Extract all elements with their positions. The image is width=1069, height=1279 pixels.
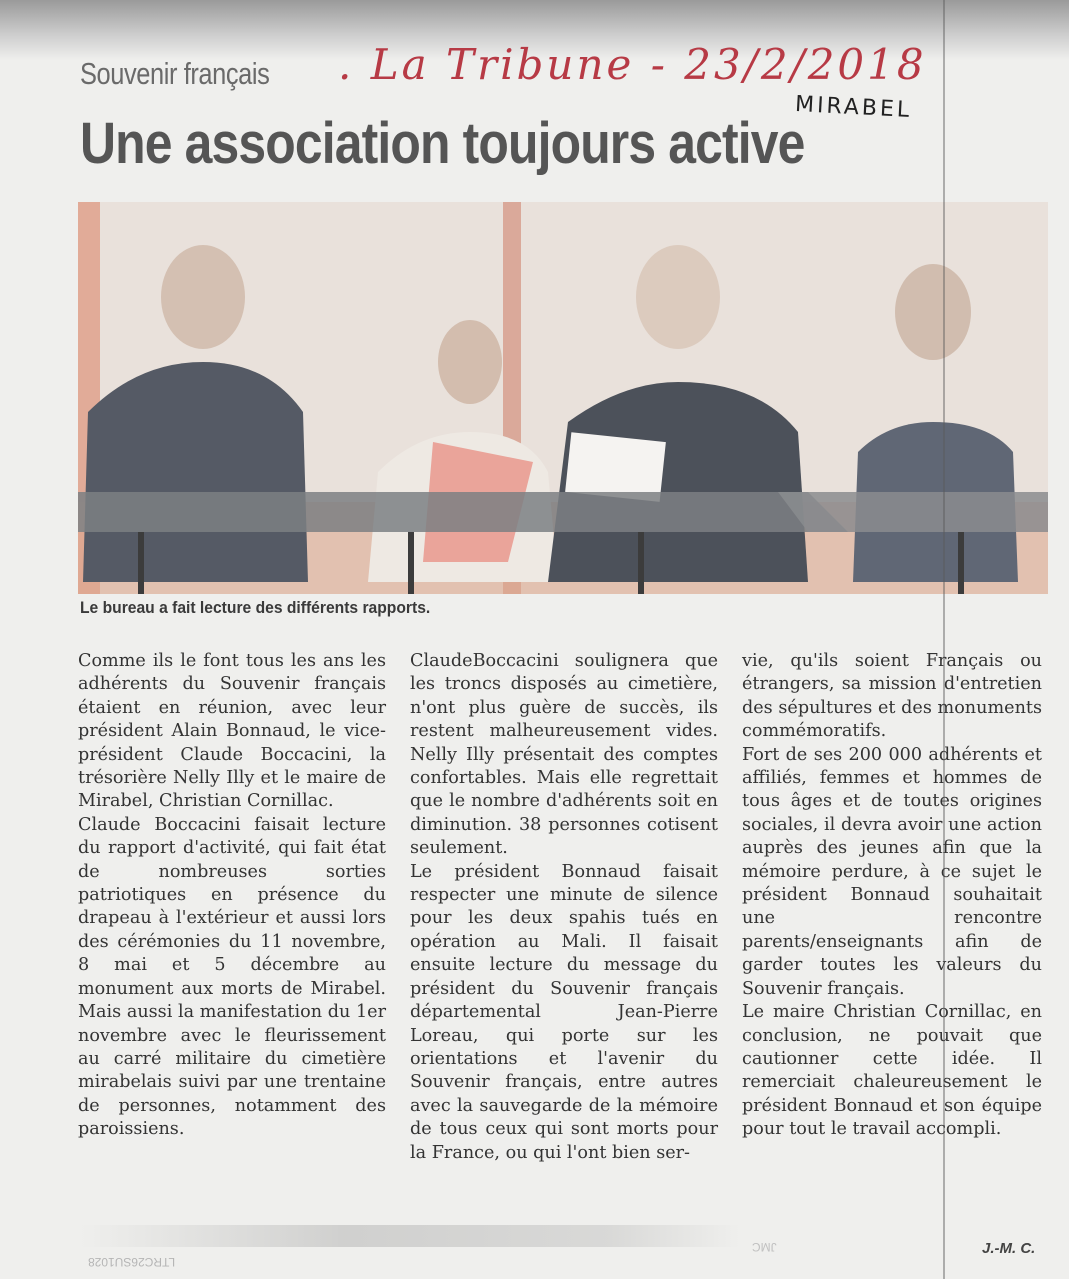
photo-caption: Le bureau a fait lecture des différents rapports.: [80, 598, 431, 617]
article-column-3: [742, 650, 1042, 1142]
article-column-2: [410, 650, 718, 1165]
article-photo: [78, 202, 1048, 594]
paragraph: Claude Boccacini faisait lecture du rapport d'activité, qui fait état de nombreuses sorties patriotiques en présence du drapeau à l'extérieur et aussi lors des cérémonies du 11 novembre, 8 mai et 5 décembre au monument aux morts de Mirabel. Mais aussi la manifestation du 1er novembre avec le fleurissement au carré militaire du cimetière mirabelais suivi par une trentaine de personnes, notamment des paroissiens.: [78, 814, 386, 1140]
section-kicker: Souvenir français: [80, 56, 270, 91]
paragraph: Le président Bonnaud faisait respecter une minute de silence pour les deux spahis tués en opération au Mali. Il faisait ensuite lecture du message du président du Souvenir français départemental Jean-Pierre Loreau, qui porte sur les orientations et l'avenir du Souvenir français, entre autres avec la sauvegarde de la mémoire de tous ceux qui sont morts pour la France, ou qui l'ont bien ser-: [410, 861, 718, 1163]
article-column-1: [78, 650, 386, 1142]
author-signature: J.-M. C.: [982, 1240, 1036, 1257]
paper-fold-line: [943, 0, 945, 1279]
corner-mark: JMC: [752, 1240, 777, 1254]
paragraph: Comme ils le font tous les ans les adhérents du Souvenir français étaient en réunion, avec leur président Alain Bonnaud, le vice-président Claude Boccacini, la trésorière Nelly Illy et le maire de Mirabel, Christian Cornillac.: [78, 651, 386, 812]
paragraph: Fort de ses 200 000 adhérents et affiliés, femmes et hommes de tous âges et de toutes origines sociales, il devra avoir une action auprès des jeunes afin que la mémoire perdure, à ce sujet le président Bonnaud souhaitait une rencontre parents/enseignants afin de garder toutes les valeurs du Souvenir français.: [742, 744, 1042, 999]
scan-smudge: [80, 1225, 740, 1247]
handwritten-source-note: . La Tribune - 23/2/2018: [338, 40, 927, 89]
meeting-photo-illustration: [78, 202, 1048, 594]
print-code: LTRC26SU1028: [88, 1255, 176, 1269]
article-headline: Une association toujours active: [80, 111, 805, 176]
paragraph: Le maire Christian Cornillac, en conclusion, ne pouvait que cautionner cette idée. Il remerciait chaleureusement le président Bonnaud et son équipe pour tout le travail accompli.: [742, 1002, 1042, 1140]
handwritten-place-note: MIRABEL: [794, 91, 913, 124]
paragraph: ClaudeBoccacini soulignera que les troncs disposés au cimetière, n'ont plus guère de succès, ils restent malheureusement vides. Nelly Illy présentait des comptes confortables. Mais elle regrettait que le nombre d'adhérents soit en diminution. 38 personnes cotisent seulement.: [410, 651, 718, 859]
paragraph: vie, qu'ils soient Français ou étrangers, sa mission d'entretien des sépultures et des monuments commémoratifs.: [742, 651, 1042, 742]
